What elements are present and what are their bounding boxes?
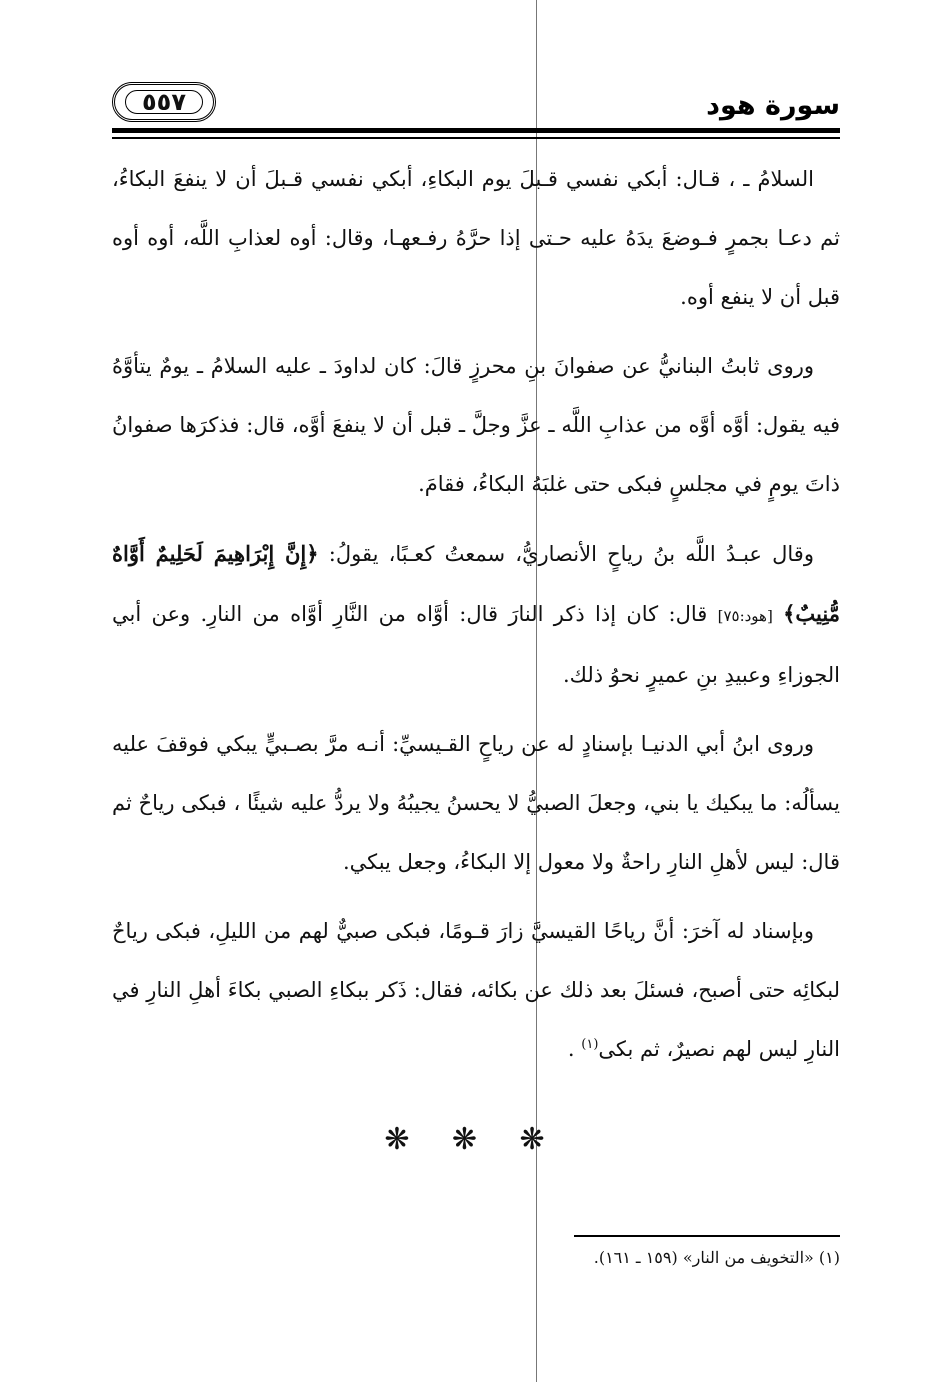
verse-reference: [هود:٧٥] xyxy=(717,607,773,625)
paragraph-5-end: . xyxy=(567,1037,582,1061)
paragraph-3 xyxy=(112,524,840,705)
paragraph-5 xyxy=(112,902,840,1079)
header-rule-thick xyxy=(112,128,840,133)
footnote: (١) «التخويف من النار» (١٥٩ ـ ١٦١). xyxy=(593,1248,840,1267)
section-separator: ❋ ❋ ❋ xyxy=(384,1122,561,1157)
page-number: ٥٥٧ xyxy=(142,88,186,116)
footnote-marker: (١) xyxy=(581,1037,599,1052)
page-header xyxy=(112,78,840,130)
paragraph-1: السلامُ ـ ، قـال: أبكي نفسي قـبلَ يوم البكاءِ، أبكي نفسي قـبلَ أن لا ينفعَ البكاءُ، ثم دعـا بجمرٍ فـوضعَ يدَهُ عليه حـتى إذا حرَّهُ رفـعهـا، وقال: أوه لعذابِ اللَّه، أوه أوه قبل أن لا ينفع أوه. xyxy=(112,167,840,309)
sura-title: سورة هود xyxy=(706,90,840,121)
paragraph-2: وروى ثابتُ البنانيُّ عن صفوانَ بنِ محرزٍ قالَ: كان لداودَ ـ عليه السلامُ ـ يومٌ يتأوَّهُ فيه يقول: أوَّه أوَّه من عذابِ اللَّه ـ عزَّ وجلَّ ـ قبل أن لا ينفعَ أوَّه، قال: فذكرَها صفوانُ ذاتَ يومٍ في مجلسٍ فبكى حتى غلبَهُ البكاءُ، فقامَ. xyxy=(112,354,840,496)
paragraph-5-text: وبإسناد له آخرَ: أنَّ رياحًا القيسيَّ زارَ قـومًا، فبكى صبيٌّ لهم من الليلِ، فبكى رياحٌ لبكائِه حتى أصبح، فسئلَ بعد ذلك عن بكائه، فقال: ذَكر ببكاءِ الصبي بكاءَ أهلِ النارِ في النارِ ليس لهم نصيرٌ، ثم بكى xyxy=(112,919,840,1061)
footnote-rule xyxy=(574,1235,840,1237)
paragraph-4: وروى ابنُ أبي الدنيـا بإسنادٍ له عن رياحٍ القـيسيِّ: أنـه مرَّ بصـبيٍّ يبكي فوقفَ عليه يسألُه: ما يبكيك يا بني، وجعلَ الصبيُّ لا يحسنُ يجيبُهُ ولا يردُّ عليه شيئًا ، فبكى رياحٌ ثم قال: ليس لأهلِ النارِ راحةٌ ولا معول إلا البكاءُ، وجعل يبكي. xyxy=(112,732,840,874)
paragraph-3-intro: وقال عبـدُ اللَّه بنُ رياحٍ الأنصاريُّ، سمعتُ كعـبًا، يقولُ: xyxy=(328,542,814,566)
body-text xyxy=(112,150,840,1083)
page-number-badge xyxy=(112,82,216,122)
quran-verse: ﴿إِنَّ إِبْرَاهِيمَ لَحَلِيمٌ أَوَّاهٌ مُّنِيبٌ﴾ xyxy=(112,541,840,626)
header-rule-thin xyxy=(112,137,840,139)
paragraph-3-rest: قال: كان إذا ذكر النارَ قال: أوَّاه من النَّارِ أوَّاه من النارِ. وعن أبي الجوزاءِ وعبيدِ بنِ عميرٍ نحوُ ذلك. xyxy=(112,602,840,687)
